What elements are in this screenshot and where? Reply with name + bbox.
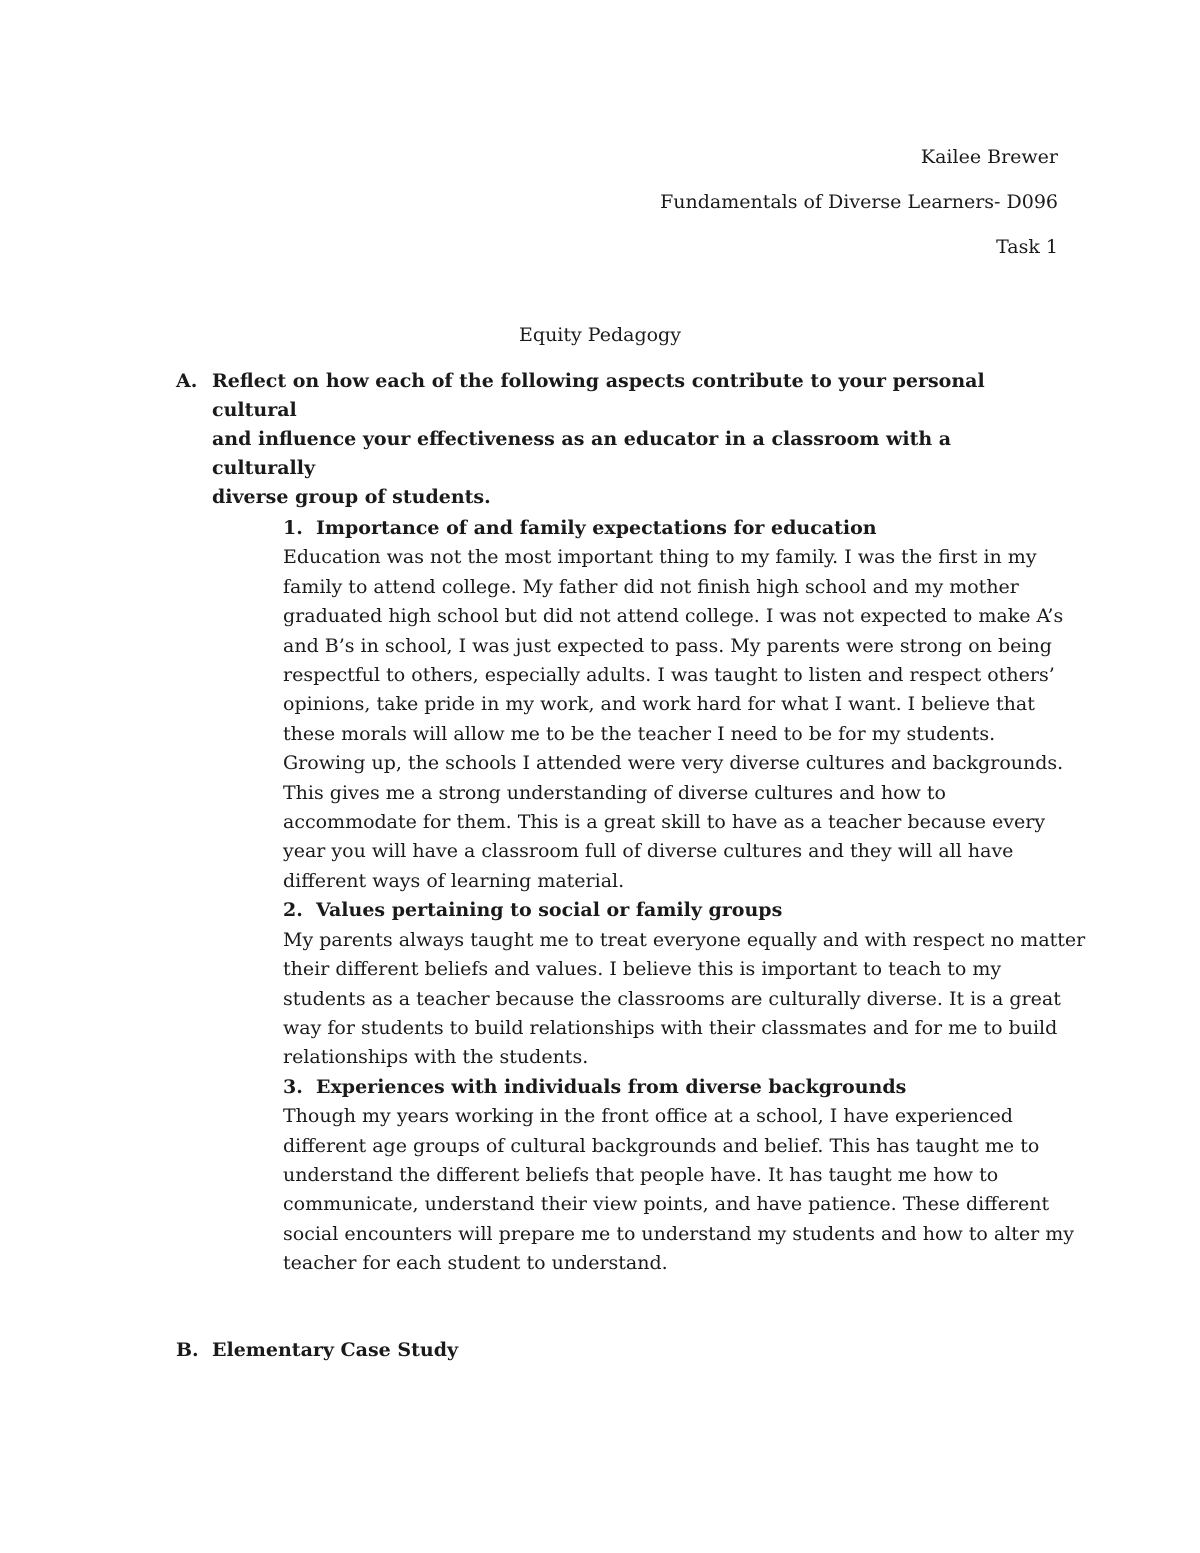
item-number: 1. [283, 517, 303, 539]
section-b-heading [176, 1336, 458, 1365]
item-body-line: communicate, understand their view points, and have patience. These different [283, 1193, 1050, 1216]
item-body-line: accommodate for them. This is a great skill to have as a teacher because every [283, 811, 1046, 834]
item-body-line: students as a teacher because the classrooms are culturally diverse. It is a great [283, 987, 1061, 1010]
item-body-line: different ways of learning material. [283, 869, 625, 892]
item-body-line: This gives me a strong understanding of diverse cultures and how to [283, 781, 946, 804]
item-heading-text: Experiences with individuals from diverse backgrounds [316, 1075, 907, 1098]
item-number: 2. [283, 899, 303, 922]
item-body-line: understand the different beliefs that people have. It has taught me how to [283, 1163, 999, 1186]
section-a-line: diverse group of students. [212, 486, 491, 508]
item-body-line: relationships with the students. [283, 1046, 589, 1069]
section-a-letter: A. [176, 370, 198, 392]
item-body-line: Though my years working in the front office at a school, I have experienced [283, 1105, 1013, 1128]
item-number: 3. [283, 1075, 303, 1098]
item-body-line: teacher for each student to understand. [283, 1252, 668, 1275]
item-body-line: way for students to build relationships with their classmates and for me to build [283, 1016, 1058, 1039]
section-a-line: Reflect on how each of the following aspects contribute to your personal cultural [212, 370, 985, 421]
task-label: Task 1 [996, 236, 1058, 258]
item-body-line: year you will have a classroom full of diverse cultures and they will all have [283, 840, 1014, 863]
aspect-list [283, 514, 1086, 1279]
item-body-line: opinions, take pride in my work, and work hard for what I want. I believe that [283, 693, 1035, 716]
item-heading-text: Importance of and family expectations for education [316, 517, 877, 539]
item-body-line: My parents always taught me to treat everyone equally and with respect no matter [283, 928, 1086, 951]
item-body-line: Education was not the most important thing to my family. I was the first in my [283, 546, 1037, 569]
item-body-line: social encounters will prepare me to understand my students and how to alter my [283, 1222, 1075, 1245]
item-heading [283, 1073, 1063, 1102]
item-body-line: their different beliefs and values. I believe this is important to teach to my [283, 958, 1002, 981]
item-heading [283, 514, 1063, 543]
section-b-title: Elementary Case Study [212, 1339, 459, 1361]
item-body-line: graduated high school but did not attend college. I was not expected to make A’s [283, 605, 1064, 628]
item-body-line: and B’s in school, I was just expected to pass. My parents were strong on being [283, 634, 1052, 657]
item-body-line: respectful to others, especially adults. I was taught to listen and respect others’ [283, 664, 1055, 687]
item-heading [283, 896, 1063, 925]
document-title: Equity Pedagogy [519, 324, 681, 346]
item-body-line: family to attend college. My father did not finish high school and my mother [283, 575, 1019, 598]
item-heading-text: Values pertaining to social or family groups [316, 899, 783, 922]
author-name: Kailee Brewer [920, 146, 1058, 168]
section-a-line: and influence your effectiveness as an educator in a classroom with a culturally [212, 428, 952, 479]
section-a-prompt [176, 367, 1036, 512]
section-b-letter: B. [176, 1339, 199, 1361]
item-body-line: different age groups of cultural backgrounds and belief. This has taught me to [283, 1134, 1040, 1157]
course-name: Fundamentals of Diverse Learners- D096 [660, 191, 1058, 213]
item-body-line: these morals will allow me to be the teacher I need to be for my students. [283, 722, 996, 745]
item-body-line: Growing up, the schools I attended were very diverse cultures and backgrounds. [283, 752, 1064, 775]
